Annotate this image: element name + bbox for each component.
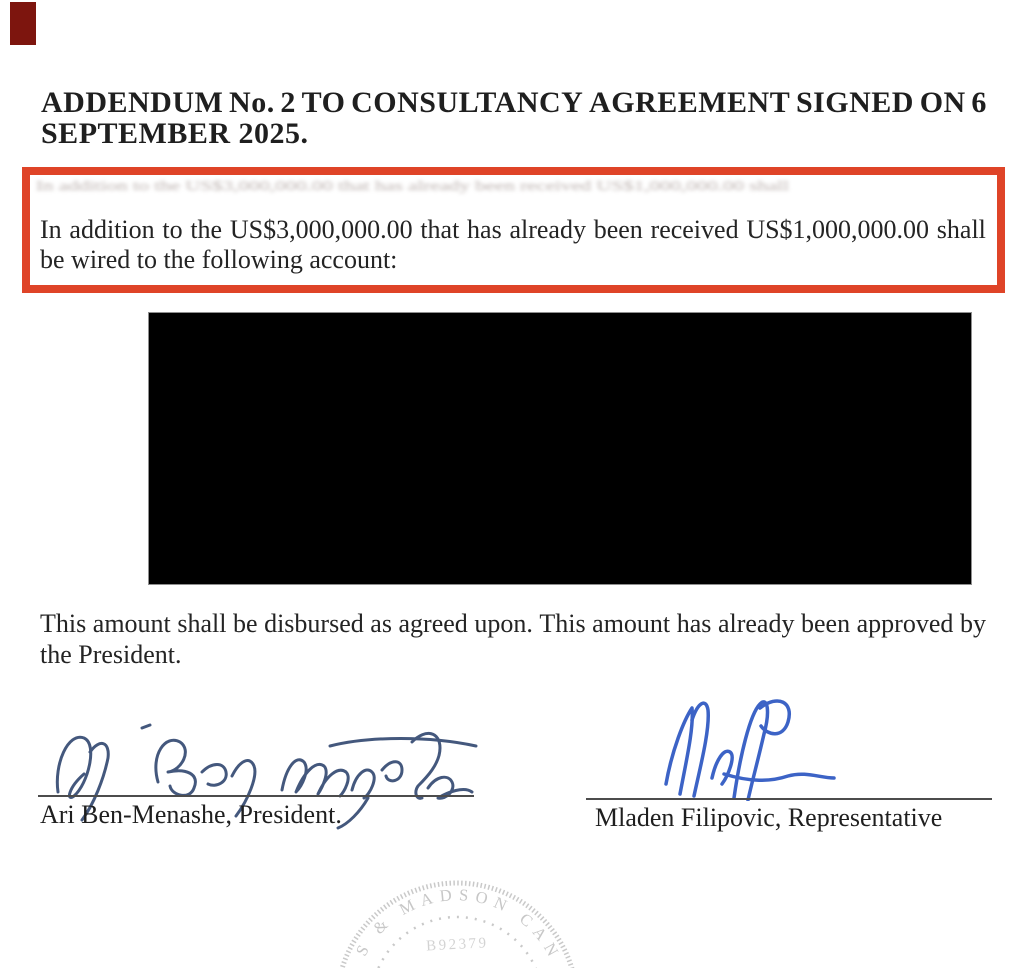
title-line-1: ADDENDUM No. 2 TO CONSULTANCY AGREEMENT SIGNED ON 6 — [41, 86, 987, 119]
highlight-line-2: be wired to the following account: — [40, 245, 398, 274]
body-line-1: This amount shall be disbursed as agreed upon. This amount has already been approved by — [40, 609, 986, 638]
signature-line-left — [38, 795, 474, 797]
ghost-text-artifact: In addition to the US$3,000,000.00 that has already been received US$1,000,000.00 shall — [36, 177, 789, 195]
body-line-2: the President. — [40, 640, 182, 669]
company-stamp — [308, 853, 608, 968]
highlight-line-1: In addition to the US$3,000,000.00 that has already been received US$1,000,000.00 shall — [40, 215, 986, 244]
document-title — [41, 87, 987, 149]
signature-label-right: Mladen Filipovic, Representative — [595, 803, 943, 832]
stamp-arc-text: S & MADSON CAN — [351, 885, 564, 962]
signature-ink-right — [600, 686, 1010, 801]
corner-redaction-mark — [10, 2, 36, 45]
stamp-number: B92379 — [425, 935, 489, 955]
body-paragraph — [40, 608, 986, 670]
highlighted-paragraph — [40, 215, 986, 275]
highlight-annotation-box — [22, 167, 1005, 293]
signature-line-right — [586, 798, 992, 800]
title-line-2: SEPTEMBER 2025. — [41, 117, 309, 150]
signature-label-left: Ari Ben-Menashe, President. — [40, 800, 342, 829]
redacted-account-block — [148, 312, 972, 585]
